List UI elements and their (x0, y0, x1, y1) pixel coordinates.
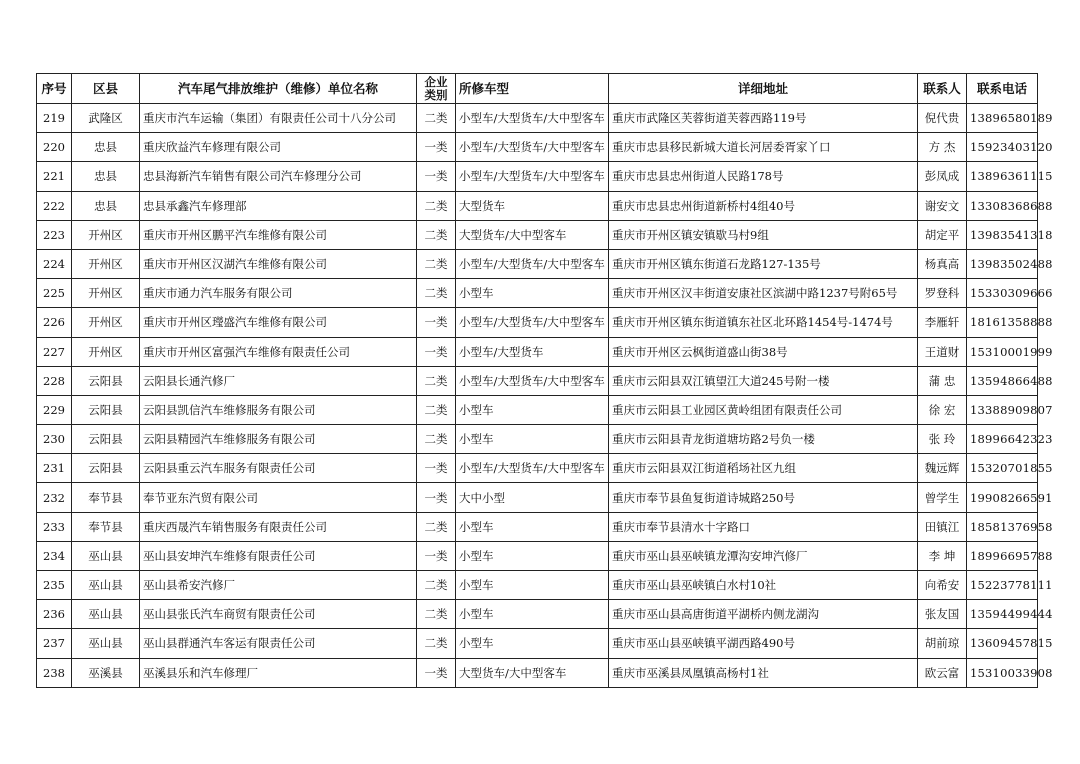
cell-address: 重庆市云阳县青龙街道塘坊路2号负一楼 (609, 425, 918, 454)
cell-district: 忠县 (72, 133, 140, 162)
cell-vehicle: 小型车 (456, 425, 609, 454)
cell-seq: 230 (37, 425, 72, 454)
cell-category: 一类 (417, 162, 456, 191)
cell-category: 二类 (417, 600, 456, 629)
table-row (37, 191, 1038, 220)
cell-district: 奉节县 (72, 483, 140, 512)
cell-name: 巫山县希安汽修厂 (140, 571, 417, 600)
cell-district: 巫山县 (72, 571, 140, 600)
header-address: 详细地址 (609, 74, 918, 104)
cell-phone: 13594866488 (967, 366, 1038, 395)
cell-category: 一类 (417, 337, 456, 366)
table-body (37, 104, 1053, 688)
cell-contact: 方 杰 (918, 133, 967, 162)
cell-contact: 向希安 (918, 571, 967, 600)
cell-phone: 13388909807 (967, 395, 1038, 424)
cell-address: 重庆市云阳县工业园区黄岭组团有限责任公司 (609, 395, 918, 424)
cell-vehicle: 大型货车/大中型客车 (456, 658, 609, 687)
cell-seq: 224 (37, 249, 72, 278)
cell-district: 巫山县 (72, 541, 140, 570)
header-name: 汽车尾气排放维护（维修）单位名称 (140, 74, 417, 104)
cell-name: 重庆市开州区富强汽车维修有限责任公司 (140, 337, 417, 366)
cell-category: 二类 (417, 249, 456, 278)
cell-address: 重庆市巫山县巫峡镇龙潭沟安坤汽修厂 (609, 541, 918, 570)
cell-contact: 蒲 忠 (918, 366, 967, 395)
cell-name: 巫溪县乐和汽车修理厂 (140, 658, 417, 687)
cell-address: 重庆市云阳县双江街道稻场社区九组 (609, 454, 918, 483)
cell-phone: 18996695788 (967, 541, 1038, 570)
cell-contact: 倪代贵 (918, 104, 967, 133)
cell-category: 二类 (417, 279, 456, 308)
cell-category: 二类 (417, 104, 456, 133)
cell-phone: 15310033908 (967, 658, 1038, 687)
cell-contact: 胡定平 (918, 220, 967, 249)
cell-phone: 15923403120 (967, 133, 1038, 162)
cell-phone: 18161358888 (967, 308, 1038, 337)
cell-phone: 15320701855 (967, 454, 1038, 483)
cell-name: 忠县海新汽车销售有限公司汽车修理分公司 (140, 162, 417, 191)
cell-vehicle: 小型车 (456, 279, 609, 308)
cell-category: 二类 (417, 220, 456, 249)
cell-contact: 彭凤成 (918, 162, 967, 191)
repair-shop-table-sheet (36, 73, 1053, 688)
cell-category: 二类 (417, 629, 456, 658)
cell-vehicle: 小型车/大型货车/大中型客车 (456, 162, 609, 191)
cell-vehicle: 小型车/大型货车/大中型客车 (456, 366, 609, 395)
cell-seq: 236 (37, 600, 72, 629)
table-row (37, 425, 1038, 454)
table-row (37, 162, 1038, 191)
cell-contact: 王道财 (918, 337, 967, 366)
header-vehicle: 所修车型 (456, 74, 609, 104)
cell-category: 二类 (417, 395, 456, 424)
cell-address: 重庆市巫山县巫峡镇白水村10社 (609, 571, 918, 600)
cell-district: 奉节县 (72, 512, 140, 541)
cell-address: 重庆市奉节县清水十字路口 (609, 512, 918, 541)
cell-district: 巫溪县 (72, 658, 140, 687)
cell-name: 云阳县精园汽车维修服务有限公司 (140, 425, 417, 454)
cell-name: 云阳县凯信汽车维修服务有限公司 (140, 395, 417, 424)
table-row (37, 483, 1038, 512)
cell-vehicle: 小型车/大型货车 (456, 337, 609, 366)
cell-seq: 223 (37, 220, 72, 249)
cell-name: 忠县承鑫汽车修理部 (140, 191, 417, 220)
cell-seq: 219 (37, 104, 72, 133)
cell-vehicle: 小型车/大型货车/大中型客车 (456, 133, 609, 162)
cell-category: 二类 (417, 512, 456, 541)
cell-name: 巫山县群通汽车客运有限责任公司 (140, 629, 417, 658)
cell-address: 重庆市奉节县鱼复街道诗城路250号 (609, 483, 918, 512)
cell-address: 重庆市忠县忠州街道新桥村4组40号 (609, 191, 918, 220)
cell-phone: 13594499444 (967, 600, 1038, 629)
repair-shop-table (36, 73, 1053, 688)
header-category: 企业类别 (417, 74, 456, 104)
cell-address: 重庆市武隆区芙蓉街道芙蓉西路119号 (609, 104, 918, 133)
cell-address: 重庆市开州区汉丰街道安康社区滨湖中路1237号附65号 (609, 279, 918, 308)
cell-vehicle: 小型车 (456, 629, 609, 658)
cell-contact: 曾学生 (918, 483, 967, 512)
table-row (37, 629, 1038, 658)
cell-district: 开州区 (72, 308, 140, 337)
cell-phone: 15330309666 (967, 279, 1038, 308)
cell-category: 二类 (417, 571, 456, 600)
cell-category: 一类 (417, 133, 456, 162)
cell-contact: 魏远辉 (918, 454, 967, 483)
cell-seq: 225 (37, 279, 72, 308)
cell-category: 二类 (417, 425, 456, 454)
cell-vehicle: 小型车/大型货车/大中型客车 (456, 249, 609, 278)
cell-seq: 233 (37, 512, 72, 541)
table-row (37, 220, 1038, 249)
cell-seq: 226 (37, 308, 72, 337)
cell-address: 重庆市忠县忠州街道人民路178号 (609, 162, 918, 191)
cell-name: 重庆市开州区鹏平汽车维修有限公司 (140, 220, 417, 249)
cell-district: 开州区 (72, 249, 140, 278)
table-row (37, 249, 1038, 278)
cell-phone: 15310001999 (967, 337, 1038, 366)
cell-district: 开州区 (72, 337, 140, 366)
cell-vehicle: 小型车 (456, 600, 609, 629)
table-row (37, 658, 1038, 687)
table-row (37, 337, 1038, 366)
cell-phone: 13896361115 (967, 162, 1038, 191)
table-row (37, 104, 1038, 133)
table-row (37, 512, 1038, 541)
cell-phone: 13308368688 (967, 191, 1038, 220)
cell-seq: 220 (37, 133, 72, 162)
table-row (37, 571, 1038, 600)
cell-vehicle: 大型货车 (456, 191, 609, 220)
cell-contact: 杨真高 (918, 249, 967, 278)
cell-category: 一类 (417, 658, 456, 687)
cell-contact: 张友国 (918, 600, 967, 629)
cell-district: 忠县 (72, 191, 140, 220)
cell-district: 云阳县 (72, 395, 140, 424)
cell-vehicle: 小型车/大型货车/大中型客车 (456, 104, 609, 133)
cell-vehicle: 小型车 (456, 541, 609, 570)
cell-contact: 徐 宏 (918, 395, 967, 424)
cell-contact: 李雁轩 (918, 308, 967, 337)
cell-seq: 222 (37, 191, 72, 220)
header-contact: 联系人 (918, 74, 967, 104)
table-row (37, 308, 1038, 337)
cell-address: 重庆市云阳县双江镇望江大道245号附一楼 (609, 366, 918, 395)
cell-name: 重庆市开州区汉湖汽车维修有限公司 (140, 249, 417, 278)
cell-name: 云阳县长通汽修厂 (140, 366, 417, 395)
cell-contact: 张 玲 (918, 425, 967, 454)
cell-address: 重庆市开州区镇安镇歇马村9组 (609, 220, 918, 249)
cell-vehicle: 大型货车/大中型客车 (456, 220, 609, 249)
cell-address: 重庆市开州区镇东街道镇东社区北环路1454号-1474号 (609, 308, 918, 337)
cell-district: 武隆区 (72, 104, 140, 133)
cell-name: 巫山县安坤汽车维修有限责任公司 (140, 541, 417, 570)
cell-district: 巫山县 (72, 600, 140, 629)
cell-seq: 229 (37, 395, 72, 424)
cell-category: 一类 (417, 454, 456, 483)
cell-district: 云阳县 (72, 425, 140, 454)
cell-vehicle: 小型车 (456, 395, 609, 424)
cell-address: 重庆市巫山县巫峡镇平湖西路490号 (609, 629, 918, 658)
cell-category: 一类 (417, 308, 456, 337)
cell-contact: 李 坤 (918, 541, 967, 570)
cell-district: 开州区 (72, 220, 140, 249)
cell-district: 巫山县 (72, 629, 140, 658)
cell-phone: 19908266591 (967, 483, 1038, 512)
cell-district: 开州区 (72, 279, 140, 308)
cell-category: 一类 (417, 483, 456, 512)
cell-seq: 228 (37, 366, 72, 395)
table-header-row (37, 74, 1038, 104)
cell-seq: 234 (37, 541, 72, 570)
cell-name: 巫山县张氏汽车商贸有限责任公司 (140, 600, 417, 629)
cell-district: 云阳县 (72, 366, 140, 395)
cell-name: 重庆市通力汽车服务有限公司 (140, 279, 417, 308)
cell-phone: 13896580189 (967, 104, 1038, 133)
cell-name: 云阳县重云汽车服务有限责任公司 (140, 454, 417, 483)
cell-vehicle: 小型车 (456, 512, 609, 541)
cell-category: 一类 (417, 541, 456, 570)
table-row (37, 366, 1038, 395)
cell-phone: 18581376958 (967, 512, 1038, 541)
cell-address: 重庆市忠县移民新城大道长河居委胥家丫口 (609, 133, 918, 162)
cell-contact: 罗登科 (918, 279, 967, 308)
table-row (37, 454, 1038, 483)
cell-name: 奉节亚东汽贸有限公司 (140, 483, 417, 512)
table-row (37, 541, 1038, 570)
cell-vehicle: 小型车/大型货车/大中型客车 (456, 454, 609, 483)
cell-vehicle: 小型车/大型货车/大中型客车 (456, 308, 609, 337)
cell-vehicle: 大中小型 (456, 483, 609, 512)
cell-address: 重庆市巫溪县凤凰镇高杨村1社 (609, 658, 918, 687)
header-phone: 联系电话 (967, 74, 1038, 104)
table-row (37, 395, 1038, 424)
header-district: 区县 (72, 74, 140, 104)
table-row (37, 133, 1038, 162)
cell-phone: 18996642323 (967, 425, 1038, 454)
cell-address: 重庆市开州区镇东街道石龙路127-135号 (609, 249, 918, 278)
cell-seq: 237 (37, 629, 72, 658)
cell-name: 重庆欣益汽车修理有限公司 (140, 133, 417, 162)
cell-phone: 13983541318 (967, 220, 1038, 249)
cell-seq: 231 (37, 454, 72, 483)
cell-seq: 227 (37, 337, 72, 366)
cell-phone: 15223778111 (967, 571, 1038, 600)
cell-district: 云阳县 (72, 454, 140, 483)
cell-contact: 田镇江 (918, 512, 967, 541)
cell-contact: 胡前琼 (918, 629, 967, 658)
cell-category: 二类 (417, 366, 456, 395)
table-row (37, 600, 1038, 629)
table-row (37, 279, 1038, 308)
cell-address: 重庆市开州区云枫街道盛山街38号 (609, 337, 918, 366)
cell-seq: 238 (37, 658, 72, 687)
cell-category: 二类 (417, 191, 456, 220)
cell-contact: 欧云富 (918, 658, 967, 687)
cell-seq: 221 (37, 162, 72, 191)
cell-name: 重庆西晟汽车销售服务有限责任公司 (140, 512, 417, 541)
cell-seq: 232 (37, 483, 72, 512)
cell-address: 重庆市巫山县高唐街道平湖桥内侧龙湖沟 (609, 600, 918, 629)
cell-district: 忠县 (72, 162, 140, 191)
cell-phone: 13609457815 (967, 629, 1038, 658)
cell-seq: 235 (37, 571, 72, 600)
cell-phone: 13983502488 (967, 249, 1038, 278)
cell-contact: 谢安文 (918, 191, 967, 220)
cell-name: 重庆市开州区㼆盛汽车维修有限公司 (140, 308, 417, 337)
cell-name: 重庆市汽车运输（集团）有限责任公司十八分公司 (140, 104, 417, 133)
cell-vehicle: 小型车 (456, 571, 609, 600)
header-seq: 序号 (37, 74, 72, 104)
